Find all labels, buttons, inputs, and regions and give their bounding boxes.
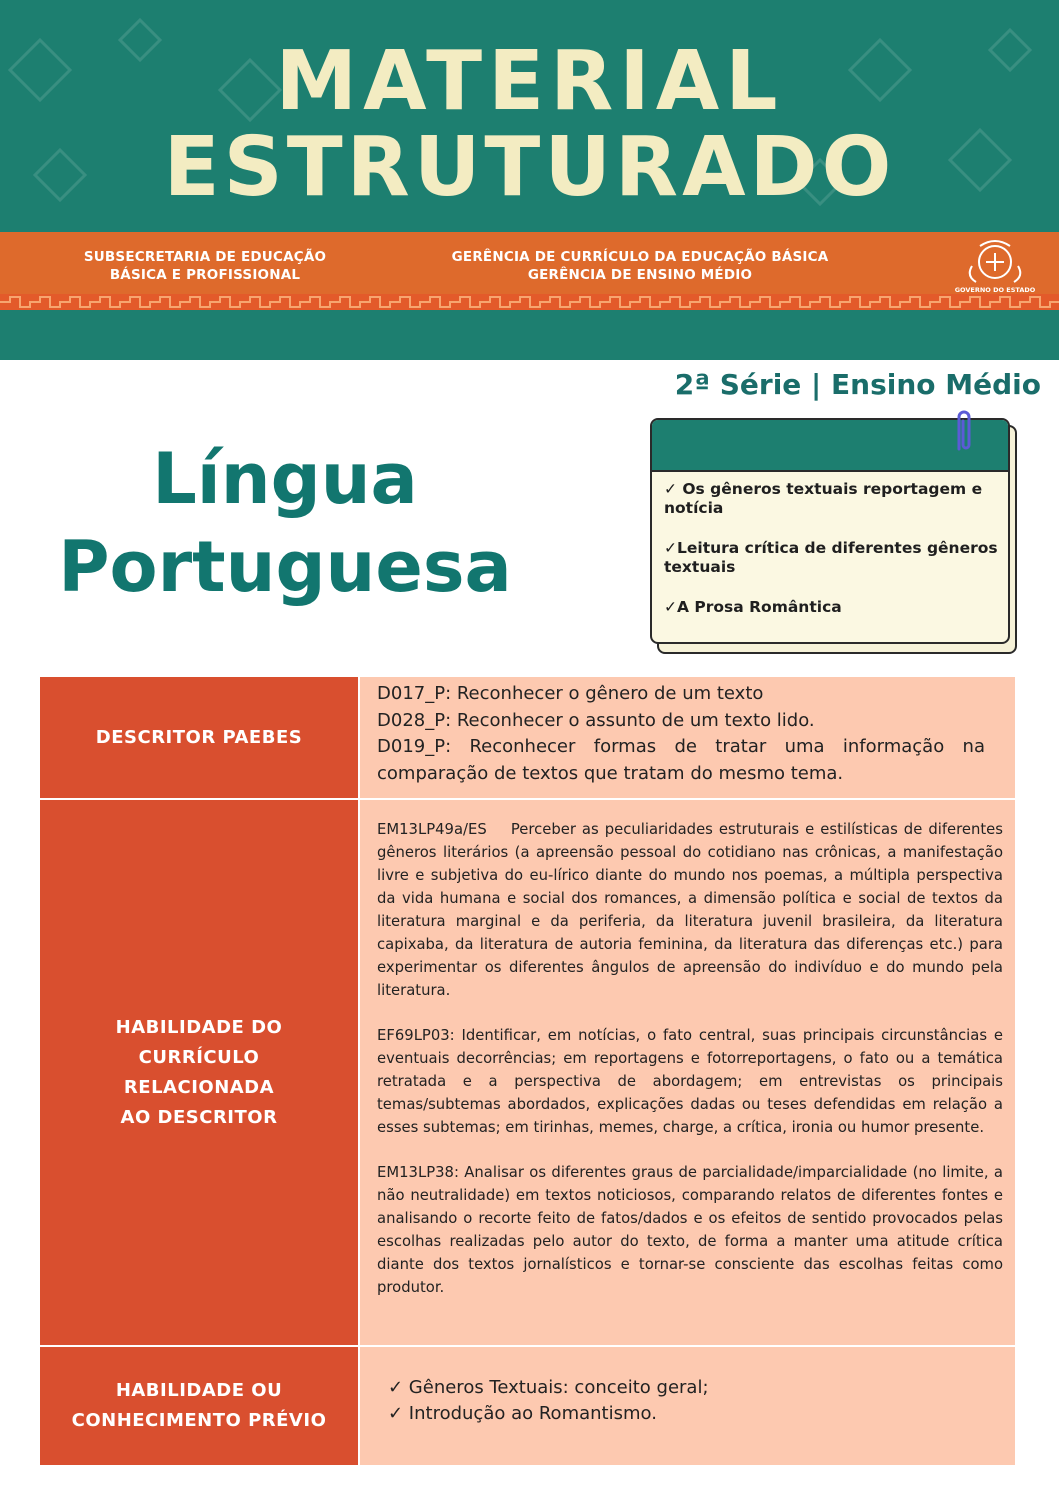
previo-label	[72, 1376, 327, 1436]
gerencia-line-1: GERÊNCIA DE CURRÍCULO DA EDUCAÇÃO BÁSICA	[451, 249, 829, 265]
descritor-line: D017_P: Reconhecer o gênero de um texto	[377, 683, 764, 704]
descritor-label-cell	[40, 677, 358, 798]
grade-label: 2ª Série | Ensino Médio	[674, 368, 1041, 401]
previo-label-cell	[40, 1347, 358, 1465]
gerencia-line-2: GERÊNCIA DE ENSINO MÉDIO	[527, 267, 753, 283]
previo-item: ✓ Gêneros Textuais: conceito geral;	[388, 1377, 709, 1398]
subject-title	[40, 435, 530, 611]
topic-item: ✓ Os gêneros textuais reportagem e notícia	[664, 480, 983, 517]
previo-content-cell	[360, 1347, 1015, 1465]
descritor-content-cell	[360, 677, 1015, 798]
banner-bottom-strip	[0, 310, 1059, 360]
habilidade-label-line-2: CURRÍCULO	[138, 1046, 260, 1068]
banner-title-line-1: MATERIAL	[275, 34, 784, 129]
decorative-band	[0, 294, 1059, 310]
paperclip-icon	[950, 405, 978, 457]
habilidade-paragraph: EF69LP03: Identificar, em notícias, o fato central, suas principais circunstâncias e eventuais decorrências; em reportagens e fotorreportagens, o fato ou a temática retratada e a perspectiva de abordagem; em entrevistas os principais temas/subtemas abordados, explicações dadas ou teses defendidas em relação a esses subtemas; em tirinhas, memes, charge, a crítica, ironia ou humor presente.	[377, 1027, 1003, 1136]
habilidade-paragraph: EM13LP49a/ES Perceber as peculiaridades estruturais e estilísticas de diferentes gêneros literários (a apreensão pessoal do cotidiano nas crônicas, a manifestação livre e subjetiva do eu-lírico diante do mundo nos poemas, a múltipla perspectiva da vida humana e social dos romances, a dimensão política e social de textos da literatura marginal e da periferia, da literatura juvenil brasileira, da literatura capixaba, da literatura de autoria feminina, da literatura das diferenças etc.) para experimentar os diferentes ângulos de apreensão do indivíduo e do mundo pela literatura.	[377, 821, 1008, 999]
habilidade-label-line-1: HABILIDADE DO	[115, 1016, 283, 1038]
previo-label-line-2: CONHECIMENTO PRÉVIO	[71, 1410, 327, 1431]
habilidade-label	[116, 1013, 283, 1133]
descritor-line: D028_P: Reconhecer o assunto de um texto lido.	[377, 709, 815, 731]
subsecretaria-line-2: BÁSICA E PROFISSIONAL	[109, 267, 301, 283]
gerencia-label	[410, 248, 870, 284]
subject-title-line-2: Portuguesa	[58, 526, 512, 608]
subsecretaria-label	[60, 248, 350, 284]
topic-item: ✓Leitura crítica de diferentes gêneros textuais	[664, 539, 998, 576]
habilidade-label-line-4: AO DESCRITOR	[120, 1106, 278, 1128]
seal-caption-line-1: GOVERNO DO ESTADO	[954, 286, 1036, 294]
band-pattern	[0, 294, 1059, 310]
previo-item: ✓ Introdução ao Romantismo.	[388, 1403, 657, 1424]
habilidade-label-line-3: RELACIONADA	[123, 1076, 275, 1098]
habilidade-label-cell	[40, 800, 358, 1345]
previo-label-line-1: HABILIDADE OU	[115, 1380, 283, 1401]
banner-title-line-2: ESTRUTURADO	[163, 120, 896, 215]
subject-title-line-1: Língua	[152, 438, 418, 520]
habilidade-content-cell	[360, 800, 1015, 1345]
subsecretaria-line-1: SUBSECRETARIA DE EDUCAÇÃO	[83, 249, 327, 265]
descritor-label: DESCRITOR PAEBES	[95, 726, 303, 748]
habilidade-paragraph: EM13LP38: Analisar os diferentes graus de parcialidade/imparcialidade (no limite, a não neutralidade) em textos noticiosos, comparando relatos de diferentes fontes e analisando o recorte feito de fatos/dados e os efeitos de sentido provocados pelas escolhas realizadas pelo autor do texto, de forma a manter uma atitude crítica diante dos textos jornalísticos e tornar-se consciente das escolhas feitas como produtor.	[377, 1164, 1003, 1296]
topic-item: ✓A Prosa Romântica	[664, 598, 842, 616]
descritor-line: D019_P: Reconhecer formas de tratar uma informação na comparação de textos que tratam do mesmo tema.	[377, 736, 985, 784]
